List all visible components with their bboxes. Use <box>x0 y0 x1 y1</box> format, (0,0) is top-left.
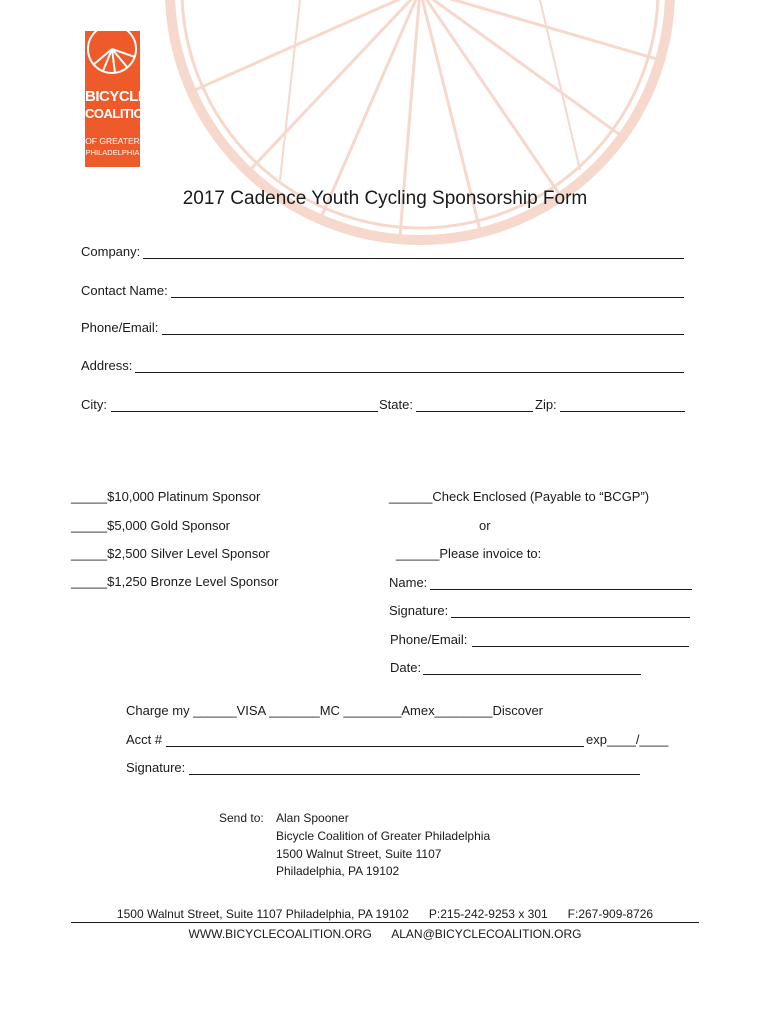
invoice-signature-field[interactable] <box>451 617 690 618</box>
logo-line-philadelphia: PHILADELPHIA <box>85 148 140 157</box>
sponsor-silver[interactable]: _____$2,500 Silver Level Sponsor <box>71 546 270 561</box>
company-field[interactable] <box>143 258 684 259</box>
contact-name-label: Contact Name: <box>81 283 168 298</box>
invoice-date-label: Date: <box>390 660 422 675</box>
check-enclosed-option[interactable]: ______Check Enclosed (Payable to “BCGP”) <box>389 489 650 504</box>
invoice-phone-email-label: Phone/Email: <box>390 632 468 647</box>
invoice-name-label: Name: <box>389 575 428 590</box>
logo-line-bicycle: BICYCLE <box>85 88 148 105</box>
phone-email-field[interactable] <box>162 334 684 335</box>
send-to-organization: Bicycle Coalition of Greater Philadelphia <box>276 829 491 843</box>
zip-label: Zip: <box>535 397 557 412</box>
form-title: 2017 Cadence Youth Cycling Sponsorship Form <box>182 188 588 209</box>
exp-field[interactable]: exp____/____ <box>586 732 669 747</box>
state-field[interactable] <box>416 411 533 412</box>
state-label: State: <box>379 397 413 412</box>
sponsor-platinum[interactable]: _____$10,000 Platinum Sponsor <box>71 489 261 504</box>
send-to-street: 1500 Walnut Street, Suite 1107 <box>276 847 442 861</box>
acct-number-field[interactable] <box>166 746 584 747</box>
card-signature-field[interactable] <box>189 774 640 775</box>
phone-email-label: Phone/Email: <box>81 320 159 335</box>
company-label: Company: <box>81 244 141 259</box>
invoice-phone-email-field[interactable] <box>472 646 689 647</box>
footer-divider <box>71 922 699 923</box>
address-field[interactable] <box>135 372 684 373</box>
bicycle-coalition-logo <box>85 31 152 167</box>
invoice-signature-label: Signature: <box>389 603 449 618</box>
invoice-option[interactable]: ______Please invoice to: <box>396 546 542 561</box>
sponsor-bronze[interactable]: _____$1,250 Bronze Level Sponsor <box>71 574 279 589</box>
acct-label: Acct # <box>126 732 163 747</box>
logo-line-of-greater: OF GREATER <box>85 136 140 146</box>
footer-address: 1500 Walnut Street, Suite 1107 Philadelphia, PA 19102 P:215-242-9253 x 301 F:267-909-8726 <box>116 907 654 921</box>
city-label: City: <box>81 397 107 412</box>
send-to-name: Alan Spooner <box>276 811 349 825</box>
invoice-date-field[interactable] <box>423 674 641 675</box>
send-to-city: Philadelphia, PA 19102 <box>276 864 400 878</box>
invoice-name-field[interactable] <box>430 589 692 590</box>
send-to-label: Send to: <box>219 811 264 825</box>
sponsor-gold[interactable]: _____$5,000 Gold Sponsor <box>71 518 231 533</box>
card-signature-label: Signature: <box>126 760 186 775</box>
contact-name-field[interactable] <box>171 297 684 298</box>
address-label: Address: <box>81 358 133 373</box>
city-field[interactable] <box>111 411 378 412</box>
charge-card-options[interactable]: Charge my ______VISA _______MC ________Amex________Discover <box>126 703 544 718</box>
logo-line-coalition: COALITION <box>85 106 152 121</box>
footer-web-email[interactable]: WWW.BICYCLECOALITION.ORG ALAN@BICYCLECOALITION.ORG <box>188 927 582 941</box>
zip-field[interactable] <box>560 411 685 412</box>
or-text: or <box>479 518 491 533</box>
